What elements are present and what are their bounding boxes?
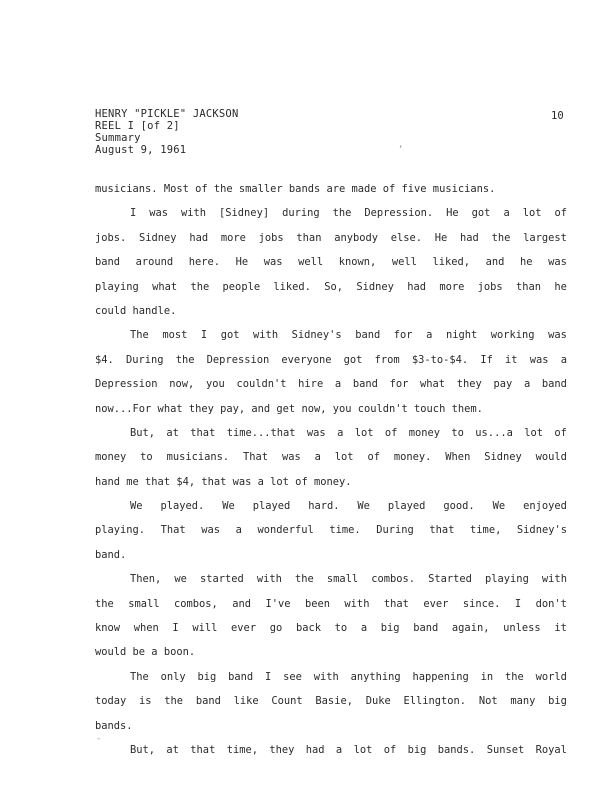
transcript-word: Sidney's xyxy=(516,524,567,537)
transcript-word: Not xyxy=(478,695,498,708)
transcript-word: Depression xyxy=(206,353,270,366)
transcript-word: small xyxy=(128,597,160,610)
transcript-word: like xyxy=(233,695,259,708)
transcript-word: the xyxy=(164,695,184,708)
transcript-line xyxy=(95,470,567,494)
transcript-word: was xyxy=(201,524,221,537)
transcript-word: He xyxy=(235,256,249,269)
transcript-word: Sidney's xyxy=(291,329,342,342)
transcript-word: that xyxy=(429,524,455,537)
transcript-word: That xyxy=(160,524,186,537)
transcript-word: anybody xyxy=(334,231,378,244)
transcript-word: at xyxy=(166,426,179,439)
transcript-word: to xyxy=(334,622,348,635)
transcript-word: of xyxy=(554,207,567,220)
transcript-word: played xyxy=(387,500,426,513)
transcript-word: at xyxy=(166,743,179,756)
transcript-word: So, xyxy=(324,280,344,293)
transcript-word: back xyxy=(295,622,321,635)
transcript-word: the xyxy=(491,231,511,244)
transcript-word: time. xyxy=(329,524,361,537)
transcript-word: That xyxy=(243,451,269,464)
transcript-word: liked. xyxy=(273,280,311,293)
transcript-word: playing xyxy=(95,280,139,293)
stray-mark: , xyxy=(398,140,404,150)
transcript-word: I xyxy=(172,622,179,635)
transcript-word: lot xyxy=(524,426,543,439)
transcript-word: happening xyxy=(412,670,469,683)
transcript-word: band xyxy=(541,378,567,391)
transcript-line xyxy=(95,421,567,445)
transcript-word: the xyxy=(295,573,314,586)
transcript-word: you xyxy=(205,378,225,391)
transcript-word: Ellington. xyxy=(403,695,467,708)
transcript-word: Started xyxy=(428,573,472,586)
transcript-word: combos. xyxy=(371,573,416,586)
transcript-word: played xyxy=(252,500,291,513)
transcript-line-text: would be a boon. xyxy=(95,646,196,659)
transcript-word: lot xyxy=(354,426,374,439)
transcript-word: what xyxy=(152,280,178,293)
transcript-word: many xyxy=(510,695,536,708)
transcript-word: around xyxy=(135,256,174,269)
transcript-word: since. xyxy=(462,597,501,610)
transcript-word: a xyxy=(235,524,242,537)
transcript-line-text: hand me that $4, that was a lot of money. xyxy=(95,475,352,488)
transcript-word: He xyxy=(434,231,448,244)
transcript-word: a xyxy=(560,353,567,366)
transcript-word: time...that xyxy=(226,426,296,439)
transcript-line xyxy=(95,738,567,762)
transcript-word: with xyxy=(541,573,567,586)
transcript-word: lot xyxy=(334,451,354,464)
transcript-word: when xyxy=(133,622,159,635)
transcript-word: well xyxy=(298,256,324,269)
transcript-word: working xyxy=(490,329,535,342)
transcript-word: big xyxy=(407,743,427,756)
transcript-word: band xyxy=(413,622,439,635)
transcript-word: big xyxy=(380,622,400,635)
transcript-line xyxy=(95,567,567,591)
transcript-word: Sidney xyxy=(484,451,522,464)
transcript-word: to xyxy=(140,451,153,464)
transcript-word: we xyxy=(174,573,187,586)
transcript-word: Sidney xyxy=(356,280,394,293)
transcript-word: band xyxy=(195,695,221,708)
transcript-word: than xyxy=(516,280,542,293)
transcript-word: bands. xyxy=(437,743,476,756)
transcript-word: I xyxy=(130,207,137,220)
transcript-word: what xyxy=(420,378,446,391)
transcript-word: Depression. xyxy=(364,207,434,220)
transcript-word: it xyxy=(554,622,567,635)
transcript-word: playing xyxy=(485,573,529,586)
transcript-word: But, xyxy=(130,743,156,756)
transcript-line xyxy=(95,323,567,347)
transcript-word: pay xyxy=(493,378,513,391)
transcript-word: that xyxy=(190,743,216,756)
transcript-word: couldn't xyxy=(236,378,287,391)
transcript-word: anything xyxy=(350,670,401,683)
transcript-word: We xyxy=(222,500,235,513)
transcript-word: played. xyxy=(160,500,205,513)
transcript-word: But, xyxy=(130,426,156,439)
transcript-word: of xyxy=(367,451,380,464)
transcript-line xyxy=(95,640,567,664)
transcript-word: was xyxy=(548,256,567,269)
transcript-word: don't xyxy=(535,597,567,610)
transcript-word: a xyxy=(334,378,342,391)
transcript-word: I xyxy=(514,597,522,610)
stray-mark: - xyxy=(96,734,102,744)
transcript-word: had xyxy=(305,743,325,756)
transcript-word: money. xyxy=(393,451,432,464)
transcript-word: only xyxy=(160,670,186,683)
transcript-word: now, xyxy=(169,378,195,391)
transcript-word: and xyxy=(485,256,505,269)
transcript-line xyxy=(95,226,567,250)
transcript-word: everyone xyxy=(281,353,332,366)
transcript-line xyxy=(95,518,567,542)
transcript-word: today xyxy=(95,695,127,708)
transcript-word: and xyxy=(232,597,251,610)
transcript-word: more xyxy=(439,280,465,293)
document-type: Summary xyxy=(95,132,141,144)
transcript-word: He xyxy=(446,207,459,220)
transcript-line xyxy=(95,177,567,201)
transcript-word: know xyxy=(95,622,121,635)
transcript-word: The xyxy=(130,670,149,683)
transcript-word: combos, xyxy=(173,597,218,610)
transcript-word: small xyxy=(326,573,359,586)
transcript-line-text: musicians. Most of the smaller bands are made of five musicians. xyxy=(95,183,496,195)
interviewee-name: HENRY "PICKLE" JACKSON xyxy=(95,108,239,120)
transcript-word: When xyxy=(445,451,471,464)
transcript-word: jobs. xyxy=(95,231,127,244)
transcript-word: with xyxy=(253,329,279,342)
transcript-word: During xyxy=(376,524,414,537)
transcript-word: band xyxy=(352,378,378,391)
transcript-word: had xyxy=(189,231,209,244)
transcript-word: got xyxy=(220,329,240,342)
transcript-word: the xyxy=(175,353,195,366)
transcript-word: Count xyxy=(271,695,303,708)
transcript-word: was xyxy=(306,426,326,439)
transcript-line xyxy=(95,543,567,567)
transcript-line-text: now...For what they pay, and get now, you couldn't touch them. xyxy=(95,402,483,415)
transcript-word: for xyxy=(389,378,409,391)
transcript-word: else. xyxy=(390,231,423,244)
transcript-line xyxy=(95,689,567,713)
transcript-word: band xyxy=(355,329,381,342)
transcript-word: was xyxy=(149,207,169,220)
transcript-word: was xyxy=(548,329,567,342)
transcript-word: largest xyxy=(523,231,567,244)
transcript-word: of xyxy=(554,426,567,439)
transcript-word: wonderful xyxy=(257,524,314,537)
transcript-word: that xyxy=(383,597,409,610)
transcript-word: they xyxy=(456,378,482,391)
transcript-word: well xyxy=(391,256,417,269)
transcript-line xyxy=(95,275,567,299)
transcript-word: time, xyxy=(470,524,502,537)
transcript-line xyxy=(95,445,567,469)
transcript-word: big xyxy=(548,695,567,708)
transcript-word: of xyxy=(384,426,398,439)
transcript-word: musicians. xyxy=(166,451,230,464)
transcript-word: Duke xyxy=(365,695,391,708)
transcript-word: for xyxy=(393,329,413,342)
page-number: 10 xyxy=(551,110,564,122)
transcript-word: with xyxy=(181,207,207,220)
transcript-word: more xyxy=(220,231,246,244)
transcript-word: time, xyxy=(226,743,258,756)
transcript-line xyxy=(95,714,567,738)
transcript-word: that xyxy=(190,426,216,439)
transcript-word: During xyxy=(125,353,164,366)
transcript-word: a xyxy=(503,207,510,220)
transcript-word: been xyxy=(304,597,330,610)
transcript-word: If xyxy=(480,353,493,366)
transcript-word: [Sidney] xyxy=(219,207,270,220)
transcript-word: had xyxy=(407,280,426,293)
transcript-line-text: band. xyxy=(95,548,127,561)
transcript-word: We xyxy=(130,500,143,513)
transcript-word: Then, xyxy=(130,573,162,586)
transcript-word: Basie, xyxy=(315,695,353,708)
transcript-word: the xyxy=(332,207,352,220)
transcript-word: the xyxy=(95,597,114,610)
transcript-word: The xyxy=(130,329,149,342)
transcript-word: $4. xyxy=(95,353,114,366)
transcript-word: money xyxy=(95,451,127,464)
transcript-body xyxy=(95,177,567,762)
transcript-word: good. xyxy=(443,500,475,513)
transcript-word: a xyxy=(360,622,368,635)
transcript-line xyxy=(95,250,567,274)
transcript-word: it xyxy=(505,353,518,366)
transcript-word: I xyxy=(265,670,272,683)
transcript-line xyxy=(95,299,567,323)
transcript-word: they xyxy=(269,743,295,756)
transcript-word: started xyxy=(199,573,244,586)
transcript-word: had xyxy=(460,231,479,244)
transcript-word: lot xyxy=(353,743,373,756)
transcript-word: was xyxy=(529,353,549,366)
transcript-word: a xyxy=(337,426,344,439)
transcript-word: with xyxy=(313,670,339,683)
transcript-word: I xyxy=(200,329,208,342)
transcript-word: hire xyxy=(298,378,324,391)
transcript-word: jobs xyxy=(477,280,503,293)
transcript-word: go xyxy=(269,622,283,635)
transcript-line xyxy=(95,616,567,640)
transcript-word: than xyxy=(296,231,322,244)
transcript-word: see xyxy=(283,670,302,683)
transcript-word: was xyxy=(263,256,283,269)
transcript-word: with xyxy=(344,597,370,610)
transcript-word: playing. xyxy=(95,524,146,537)
transcript-word: most xyxy=(162,329,188,342)
transcript-line xyxy=(95,348,567,372)
transcript-word: Royal xyxy=(535,743,567,756)
transcript-word: of xyxy=(383,743,397,756)
transcript-word: a xyxy=(523,378,531,391)
transcript-word: band xyxy=(95,256,121,269)
transcript-word: is xyxy=(139,695,152,708)
transcript-word: big xyxy=(197,670,217,683)
transcript-word: us...a xyxy=(475,426,513,439)
transcript-word: in xyxy=(480,670,494,683)
transcript-line xyxy=(95,372,567,396)
transcript-word: the xyxy=(190,280,210,293)
transcript-word: again, xyxy=(451,622,490,635)
transcript-word: hard. xyxy=(308,500,340,513)
transcript-word: unless xyxy=(503,622,541,635)
transcript-word: We xyxy=(357,500,370,513)
transcript-word: jobs xyxy=(258,231,284,244)
document-header xyxy=(95,108,238,156)
transcript-word: a xyxy=(426,329,433,342)
transcript-word: got xyxy=(471,207,491,220)
transcript-word: $3-to-$4. xyxy=(411,353,469,366)
transcript-word: would xyxy=(535,451,567,464)
transcript-word: I've xyxy=(265,597,291,610)
transcript-word: Sunset xyxy=(486,743,525,756)
transcript-word: people xyxy=(222,280,261,293)
transcript-line xyxy=(95,397,567,421)
transcript-line xyxy=(95,494,567,518)
interview-date: August 9, 1961 xyxy=(95,144,187,156)
transcript-line xyxy=(95,201,567,225)
transcript-word: a xyxy=(314,451,321,464)
transcript-word: world xyxy=(535,670,567,683)
transcript-word: he xyxy=(554,280,567,293)
transcript-line-text: could handle. xyxy=(95,304,177,317)
transcript-word: ever xyxy=(231,622,257,635)
transcript-word: got xyxy=(343,353,363,366)
transcript-word: night xyxy=(445,329,478,342)
transcript-word: known, xyxy=(338,256,377,269)
transcript-line xyxy=(95,592,567,616)
transcript-word: Depression xyxy=(95,378,158,391)
transcript-line-text: bands. xyxy=(95,719,133,732)
transcript-word: band xyxy=(228,670,254,683)
transcript-word: liked, xyxy=(432,256,471,269)
transcript-word: will xyxy=(192,622,218,635)
transcript-word: the xyxy=(505,670,524,683)
transcript-word: during xyxy=(282,207,320,220)
transcript-word: Sidney xyxy=(139,231,177,244)
reel-label: REEL I [of 2] xyxy=(95,120,180,132)
transcript-word: was xyxy=(281,451,301,464)
transcript-line xyxy=(95,665,567,689)
transcript-word: with xyxy=(256,573,282,586)
transcript-word: here. xyxy=(188,256,221,269)
transcript-word: enjoyed xyxy=(523,500,567,513)
transcript-word: from xyxy=(374,353,400,366)
transcript-word: We xyxy=(492,500,506,513)
transcript-word: ever xyxy=(423,597,449,610)
transcript-word: a xyxy=(335,743,343,756)
transcript-word: to xyxy=(451,426,464,439)
transcript-word: he xyxy=(520,256,533,269)
transcript-word: lot xyxy=(522,207,542,220)
transcript-word: money xyxy=(408,426,441,439)
